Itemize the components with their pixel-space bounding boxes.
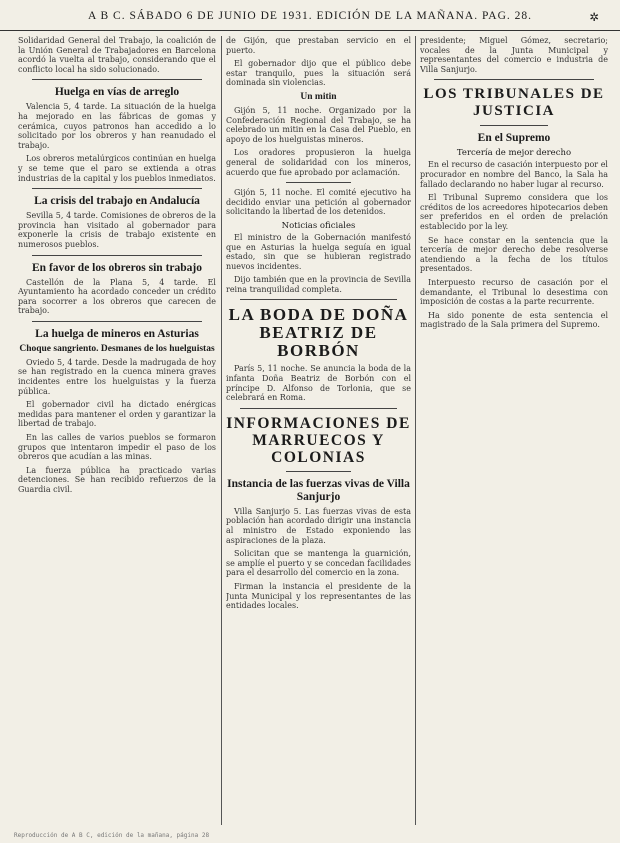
section-title-villa-sanjurjo: Instancia de las fuerzas vivas de Villa Sanjurjo (227, 477, 410, 503)
paragraph: Valencia 5, 4 tarde. La situación de la huelga ha mejorado en las fábricas de gomas y cerámica, cuyos patronos han accedido a lo solicitado por los obreros y han reanudado el trabajo. (18, 102, 216, 150)
paragraph: En las calles de varios pueblos se formaron grupos que intentaron impedir el paso de los obreros que acudían a las minas. (18, 433, 216, 462)
footer: Reproducción de A B C, edición de la mañana, página 28 (14, 832, 210, 839)
col2-intro: de Gijón, que prestaban servicio en el puerto. (226, 36, 411, 55)
paragraph: El gobernador dijo que el público debe estar tranquilo, pues la situación será dominada sin violencias. (226, 59, 411, 88)
paragraph: En el recurso de casación interpuesto por el procurador en nombre del Banco, la Sala ha fallado declarando no haber lugar al recurso. (420, 160, 608, 189)
separator (32, 79, 202, 80)
paragraph: Dijo también que en la provincia de Sevilla reina tranquilidad completa. (226, 275, 411, 294)
paragraph: Gijón 5, 11 noche. Organizado por la Confederación Regional del Trabajo, se ha celebrado un mitin en la Casa del Pueblo, en apoyo de los huelguistas mineros. (226, 105, 411, 144)
section-title-crisis-andalucia: La crisis del trabajo en Andalucía (34, 195, 200, 208)
running-head-text: A B C. SÁBADO 6 DE JUNIO DE 1931. EDICIÓN DE LA MAÑANA. PAG. 28. (87, 10, 533, 22)
paragraph: El gobernador civil ha dictado enérgicas medidas para mantener el orden y garantizar la libertad de trabajo. (18, 400, 216, 429)
separator (240, 408, 397, 409)
headline-boda-beatriz: LA BODA DE DOÑA BEATRIZ DE BORBÓN (228, 305, 409, 361)
paragraph: Los oradores propusieron la huelga general de solidaridad con los mineros, acuerdo que fue aprobado por aclamación. (226, 148, 411, 177)
separator (434, 79, 594, 80)
separator (286, 182, 351, 183)
paragraph: Sevilla 5, 4 tarde. Comisiones de obreros de la provincia han visitado al gobernador para exponerle la crisis de trabajo existente en numerosos pueblos. (18, 211, 216, 249)
column-3 (420, 36, 608, 825)
separator (286, 471, 351, 472)
paragraph: El ministro de la Gobernación manifestó que en Asturias la huelga seguía en igual estado, sin que se hubieran registrado nuevos incidentes. (226, 232, 411, 271)
section-title-mitin: Un mitin (300, 91, 337, 102)
col1-intro: Solidaridad General del Trabajo, la coalición de la Unión General de Trabajadores en Barcelona acordó la vuelta al trabajo, considerando que el conflicto local ha sido solucionado. (18, 36, 216, 74)
section-title-obreros-sin-trabajo: En favor de los obreros sin trabajo (32, 261, 202, 274)
separator (480, 125, 548, 126)
headline-tribunales: LOS TRIBUNALES DE JUSTICIA (423, 86, 605, 120)
paragraph: Ha sido ponente de esta sentencia el magistrado de la Sala primera del Supremo. (420, 310, 608, 330)
section-title-noticias-oficiales: Noticias oficiales (281, 220, 356, 231)
paragraph: Oviedo 5, 4 tarde. Desde la madrugada de hoy se han registrado en la cuenca minera graves incidentes entre los huelguistas y la fuerza pública. (18, 357, 216, 396)
separator (32, 321, 202, 322)
paragraph: París 5, 11 noche. Se anuncia la boda de la infanta Doña Beatriz de Borbón con el príncipe D. Alfonso de Torlonia, que se celebrará en Roma. (226, 364, 411, 403)
paragraph: Se hace constar en la sentencia que la tercería de mejor derecho debe resolverse atendiendo a la fecha de los títulos presentados. (420, 235, 608, 274)
paragraph: Castellón de la Plana 5, 4 tarde. El Ayuntamiento ha acordado conceder un crédito para socorrer a los obreros que carecen de trabajo. (18, 277, 216, 316)
column-rule-2 (415, 36, 416, 825)
star-ornament-icon: ✲ (589, 12, 600, 24)
section-title-huelga-arreglo: Huelga en vías de arreglo (54, 86, 180, 99)
separator (32, 255, 202, 256)
paragraph: Los obreros metalúrgicos continúan en huelga y se teme que el paro se extienda a otras industrias de la capital y los pueblos inmediatos. (18, 154, 216, 183)
column-2 (226, 36, 411, 825)
paragraph: Gijón 5, 11 noche. El comité ejecutivo ha decidido enviar una petición al gobernador solicitando la libertad de los detenidos. (226, 188, 411, 217)
running-head (0, 10, 620, 31)
headline-marruecos: INFORMACIONES DE MARRUECOS Y COLONIAS (226, 414, 411, 466)
column-rule-1 (221, 36, 222, 825)
paragraph: Interpuesto recurso de casación por el demandante, el Tribunal lo desestima con imposición de costas a la parte recurrente. (420, 277, 608, 307)
paragraph: El Tribunal Supremo considera que los créditos de los acreedores hipotecarios deben ser preferidos en el orden de prelación establecido por la ley. (420, 193, 608, 231)
column-1 (18, 36, 216, 825)
section-title-supremo: En el Supremo (477, 132, 551, 145)
section-subtitle-choque: Choque sangriento. Desmanes de los huelguistas (19, 343, 215, 354)
paragraph: Villa Sanjurjo 5. Las fuerzas vivas de esta población han acordado dirigir una instancia al ministro de Estado exponiendo las aspiraciones de la plaza. (226, 506, 411, 545)
separator (240, 299, 397, 300)
paragraph: Solicitan que se mantenga la guarnición, se amplíe el puerto y se concedan facilidades para el desarrollo del comercio en la zona. (226, 549, 411, 578)
separator (32, 188, 202, 189)
paragraph: Firman la instancia el presidente de la Junta Municipal y los representantes de las entidades locales. (226, 582, 411, 611)
section-subtitle-terceria: Tercería de mejor derecho (456, 148, 572, 159)
section-title-huelga-mineros: La huelga de mineros en Asturias (35, 327, 199, 340)
paragraph: La fuerza pública ha practicado varias detenciones. Se han recibido refuerzos de la Guardia civil. (18, 465, 216, 494)
col3-intro: presidente; Miguel Gómez, secretario; vocales de la Junta Municipal y representantes del comercio e industria de Villa Sanjurjo. (420, 36, 608, 74)
